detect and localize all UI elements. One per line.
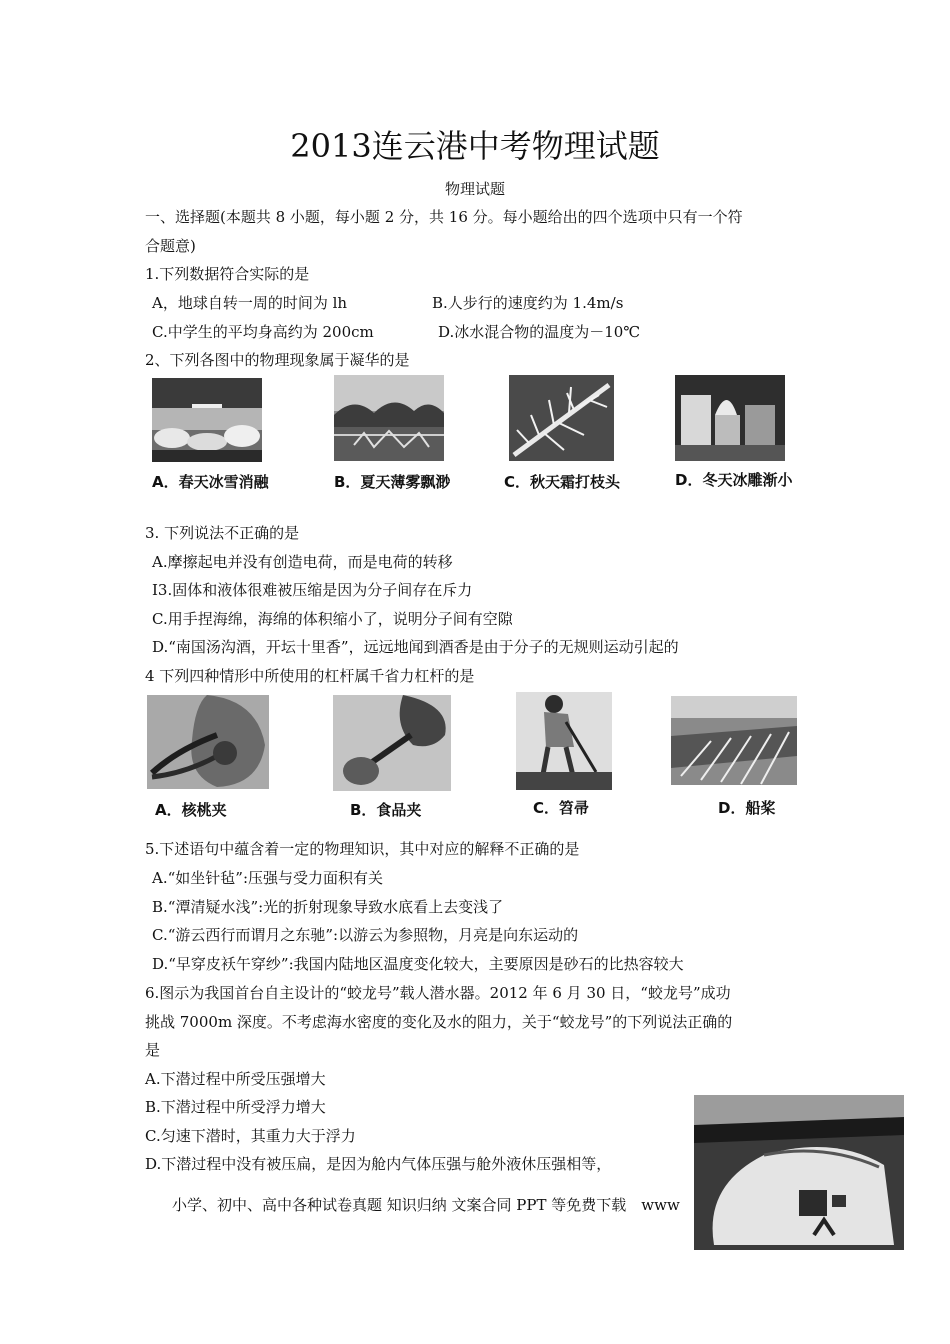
q4-caption-d: D．船桨 — [718, 799, 776, 817]
q3-stem: 3. 下列说法不正确的是 — [145, 524, 300, 542]
q4-photo-a — [147, 695, 269, 789]
q4-photo-c — [516, 692, 612, 790]
q2-photo-b — [334, 375, 444, 461]
section-heading-line1: 一、选择题(本题共 8 小题，每小题 2 分，共 16 分。每小题给出的四个选项中只有一个符 — [145, 208, 743, 226]
q6-option-b: B.下潜过程中所受浮力增大 — [145, 1098, 326, 1116]
q2-caption-a: A．春天冰雪消融 — [152, 473, 269, 491]
q1-stem: 1.下列数据符合实际的是 — [145, 265, 310, 283]
page-title: 2013连云港中考物理试题 — [290, 127, 660, 165]
q3-option-b: I3.固体和液体很难被压缩是因为分子间存在斥力 — [152, 581, 473, 599]
q1-option-a: A，地球自转一周的时间为 lh — [152, 294, 348, 312]
q4-stem: 4 下列四种情形中所使用的杠杆属千省力杠杆的是 — [145, 667, 475, 685]
section-heading-line2: 合题意) — [145, 237, 196, 255]
page-subtitle: 物理试题 — [444, 180, 505, 198]
q2-photo-d — [675, 375, 785, 461]
q6-stem-line3: 是 — [145, 1041, 161, 1059]
q4-caption-a: A．核桃夹 — [155, 801, 227, 819]
q6-stem-line2: 挑战 7000m 深度。不考虑海水密度的变化及水的阻力，关于“蛟龙号”的下列说法正确的 — [145, 1013, 733, 1031]
q2-caption-c: C．秋天霜打枝头 — [504, 473, 621, 491]
q6-option-a: A.下潜过程中所受压强增大 — [145, 1070, 326, 1088]
q1-option-d: D.冰水混合物的温度为－10℃ — [438, 323, 641, 341]
q6-stem-line1: 6.图示为我国首台自主设计的“蛟龙号”载人潜水器。2012 年 6 月 30 日，“蛟龙号”成功 — [145, 984, 731, 1002]
q3-option-c: C.用手捏海绵，海绵的体积缩小了，说明分子间有空隙 — [152, 610, 513, 628]
q4-photo-b — [333, 695, 451, 791]
submersible-photo — [694, 1095, 904, 1250]
q5-stem: 5.下述语句中蕴含着一定的物理知识，其中对应的解释不正确的是 — [145, 840, 580, 858]
q4-photo-d — [671, 696, 797, 785]
q4-caption-b: B．食品夹 — [350, 801, 422, 819]
q6-option-c: C.匀速下潜时，其重力大于浮力 — [145, 1127, 356, 1145]
q5-option-c: C.“游云西行而谓月之东驰”:以游云为参照物，月亮是向东运动的 — [152, 926, 579, 944]
q6-option-d: D.下潜过程中没有被压扁，是因为舱内气体压强与舱外液休压强相等， — [145, 1155, 612, 1173]
q5-option-b: B.“潭清疑水浅”:光的折射现象导致水底看上去变浅了 — [152, 898, 504, 916]
q2-photo-a — [152, 378, 262, 462]
q3-option-d: D.“南国汤沟酒，开坛十里香”，远远地闻到酒香是由于分子的无规则运动引起的 — [152, 638, 679, 656]
q5-option-d: D.“早穿皮袄午穿纱”:我国内陆地区温度变化较大，主要原因是砂石的比热容较大 — [152, 955, 684, 973]
q1-option-b: B.人步行的速度约为 1.4m/s — [432, 294, 624, 312]
q1-option-c: C.中学生的平均身高约为 200cm — [152, 323, 374, 341]
q2-photo-c — [509, 375, 614, 461]
footer-text: 小学、初中、高中各种试卷真题 知识归纳 文案合同 PPT 等免费下载 www — [172, 1196, 680, 1214]
q4-caption-c: C．笤帚 — [533, 799, 590, 817]
q2-caption-b: B．夏天薄雾飘渺 — [334, 473, 451, 491]
q3-option-a: A.摩擦起电并没有创造电荷，而是电荷的转移 — [152, 553, 453, 571]
q5-option-a: A.“如坐针毡”:压强与受力面积有关 — [152, 869, 383, 887]
q2-stem: 2、下列各图中的物理现象属于凝华的是 — [145, 351, 410, 369]
q2-caption-d: D．冬天冰雕渐小 — [675, 471, 793, 489]
